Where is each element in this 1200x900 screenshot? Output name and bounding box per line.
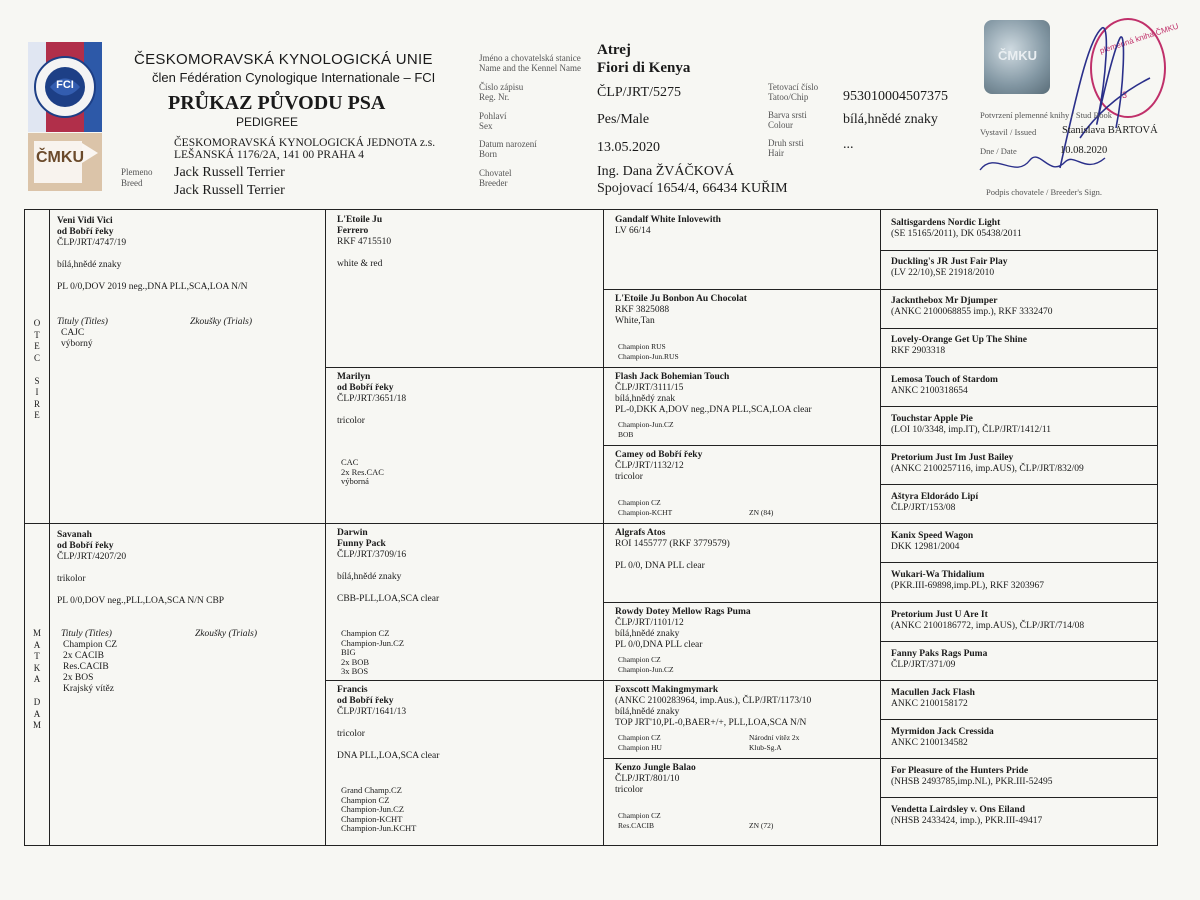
gen3-cell bbox=[615, 528, 730, 572]
sire-health: PL 0/0,DOV 2019 neg.,DNA PLL,SCA,LOA N/N bbox=[57, 282, 248, 292]
tattoo-value: 953010004507375 bbox=[843, 89, 948, 104]
gen3-line: (ANKC 2100283964, imp.Aus.), ČLP/JRT/1173/10 bbox=[615, 696, 812, 706]
dam-side-letter: T bbox=[34, 651, 40, 661]
club-address: LEŠANSKÁ 1176/2A, 141 00 PRAHA 4 bbox=[174, 149, 364, 161]
born-value: 13.05.2020 bbox=[597, 140, 660, 155]
dog-kennel: Fiori di Kenya bbox=[597, 60, 691, 76]
gen2-cell bbox=[337, 528, 439, 605]
colour-value: bílá,hnědé znaky bbox=[843, 112, 938, 127]
breeder-name: Ing. Dana ŽVÁČKOVÁ bbox=[597, 164, 735, 179]
tattoo-label-cz: Tetovací číslo bbox=[768, 82, 819, 92]
dam-title: Res.CACIB bbox=[63, 662, 109, 672]
gen3-line: LV 66/14 bbox=[615, 226, 651, 236]
gen4-name: For Pleasure of the Hunters Pride bbox=[891, 766, 1029, 777]
gen4-cell bbox=[891, 257, 1007, 279]
gen3-title: Champion CZ bbox=[618, 811, 661, 820]
dam-side-letter: K bbox=[33, 662, 41, 673]
gen4-reg: DKK 12981/2004 bbox=[891, 542, 960, 553]
gen4-name: Macullen Jack Flash bbox=[891, 687, 975, 698]
gen3-line: PL 0/0,DNA PLL clear bbox=[615, 640, 703, 650]
sire-side-letter: S bbox=[34, 375, 40, 386]
sire-trials-label: Zkoušky (Trials) bbox=[190, 317, 253, 327]
sire-titles bbox=[61, 328, 93, 350]
name-label-en: Name and the Kennel Name bbox=[479, 63, 581, 73]
gen2-title: CAC bbox=[341, 457, 359, 467]
breed-label-en: Breed bbox=[121, 178, 143, 188]
gen2-line: tricolor bbox=[337, 729, 365, 739]
gen4-reg: (NHSB 2433424, imp.), PKR.III-49417 bbox=[891, 816, 1043, 827]
gen3-cell bbox=[615, 215, 721, 237]
gen3-cell bbox=[615, 763, 696, 796]
gen4-reg: ANKC 2100158172 bbox=[891, 698, 968, 709]
reg-label-cz: Číslo zápisu bbox=[479, 82, 524, 92]
hair-label-cz: Druh srsti bbox=[768, 138, 804, 148]
doc-title: PRŮKAZ PŮVODU PSA bbox=[168, 92, 386, 114]
gen4-name: Pretorium Just U Are It bbox=[891, 609, 988, 620]
gen4-cell bbox=[891, 805, 1042, 827]
gen3-title: Champion CZ bbox=[618, 733, 661, 742]
issued-value: Stanislava BÁRTOVÁ bbox=[1062, 125, 1158, 136]
gen3-line: RKF 3825088 bbox=[615, 305, 670, 315]
sex-label-cz: Pohlaví bbox=[479, 111, 507, 121]
gen4-reg: RKF 2903318 bbox=[891, 346, 946, 357]
sire-side-letter: T bbox=[34, 329, 40, 340]
gen2-line: ČLP/JRT/3651/18 bbox=[337, 394, 407, 404]
gen4-cell bbox=[891, 649, 987, 671]
gen2-line: DNA PLL,LOA,SCA clear bbox=[337, 751, 440, 761]
dam-side-label bbox=[30, 628, 44, 732]
gen4-cell bbox=[891, 610, 1084, 632]
born-label-en: Born bbox=[479, 149, 497, 159]
gen4-reg: (PKR.III-69898,imp.PL), RKF 3203967 bbox=[891, 581, 1045, 592]
sire-name: Veni Vidi Vici bbox=[57, 216, 113, 226]
gen2-line: Darwin bbox=[337, 528, 368, 538]
dam-trials-label: Zkoušky (Trials) bbox=[195, 629, 258, 639]
gen3-cell bbox=[615, 450, 702, 483]
gen3-line: Camey od Bobří řeky bbox=[615, 450, 703, 460]
hologram-text: ČMKU bbox=[998, 48, 1037, 63]
gen2-line: ČLP/JRT/3709/16 bbox=[337, 550, 407, 560]
pedigree-table bbox=[24, 209, 1158, 846]
sire-side-letter: O bbox=[33, 318, 41, 328]
gen3-title: Res.CACIB bbox=[618, 820, 655, 830]
gen4-reg: (ANKC 2100068855 imp.), RKF 3332470 bbox=[891, 307, 1053, 318]
cmku-logo bbox=[28, 133, 102, 191]
studbook-label: Potvrzení plemenné knihy / Stud Book bbox=[980, 110, 1112, 120]
gen4-cell bbox=[891, 453, 1084, 475]
sire-titles-label: Tituly (Titles) bbox=[57, 317, 108, 327]
gen3-extra bbox=[749, 508, 773, 518]
gen3-line bbox=[615, 550, 730, 561]
sire-side-label bbox=[30, 318, 44, 422]
sire-side-letter: E bbox=[34, 341, 40, 351]
gen2-title: Champion-Jun.KCHT bbox=[341, 823, 417, 833]
gen3-line: Algrafs Atos bbox=[615, 528, 666, 538]
gen2-title: Champion-Jun.CZ bbox=[341, 804, 405, 814]
gen4-cell bbox=[891, 218, 1022, 240]
gen4-name: Kanix Speed Wagon bbox=[891, 531, 974, 542]
dam-title: 2x BOS bbox=[63, 673, 94, 683]
gen2-line: L'Etoile Ju bbox=[337, 215, 383, 225]
gen3-title: Champion CZ bbox=[618, 498, 661, 507]
gen2-line: Marilyn bbox=[337, 372, 371, 382]
breeder-address: Spojovací 1654/4, 66434 KUŘIM bbox=[597, 181, 788, 196]
gen4-reg: (LV 22/10),SE 21918/2010 bbox=[891, 268, 995, 279]
gen2-line: CBB-PLL,LOA,SCA clear bbox=[337, 594, 440, 604]
gen3-line: ČLP/JRT/801/10 bbox=[615, 774, 680, 784]
tattoo-label-en: Tatoo/Chip bbox=[768, 92, 809, 102]
gen2-titles bbox=[341, 786, 416, 834]
gen3-line: White,Tan bbox=[615, 316, 655, 326]
gen3-extra-line: ZN (72) bbox=[749, 820, 774, 830]
gen2-line bbox=[337, 718, 439, 729]
dam-side-letter: M bbox=[32, 628, 41, 638]
breed-label-cz: Plemeno bbox=[121, 167, 153, 177]
gen3-titles bbox=[618, 342, 679, 361]
gen3-titles bbox=[618, 498, 672, 517]
dam-side-letter: A bbox=[33, 708, 41, 719]
sex-value: Pes/Male bbox=[597, 112, 650, 127]
colour-label-cz: Barva srsti bbox=[768, 110, 807, 120]
gen3-line: tricolor bbox=[615, 785, 643, 795]
gen2-title: 2x Res.CAC bbox=[341, 466, 384, 477]
gen2-title: Champion CZ bbox=[341, 628, 390, 638]
gen4-name: Pretorium Just Im Just Bailey bbox=[891, 452, 1014, 463]
gen3-line: ROI 1455777 (RKF 3779579) bbox=[615, 539, 730, 549]
gen3-extra-line: ZN (84) bbox=[749, 507, 774, 517]
sire-side-letter: I bbox=[35, 387, 39, 397]
gen2-line: Funny Pack bbox=[337, 539, 386, 549]
sire-side-letter: R bbox=[33, 398, 40, 409]
gen3-cell bbox=[615, 685, 811, 729]
sire-title: CAJC bbox=[61, 328, 85, 338]
gen4-name: Duckling's JR Just Fair Play bbox=[891, 257, 1008, 268]
gen2-title: Grand Champ.CZ bbox=[341, 785, 402, 795]
gen3-line: PL 0/0, DNA PLL clear bbox=[615, 561, 705, 571]
gen3-title: Champion-KCHT bbox=[618, 507, 673, 517]
gen4-reg: (ANKC 2100186772, imp.AUS), ČLP/JRT/714/08 bbox=[891, 620, 1085, 631]
gen3-line: PL-0,DKK A,DOV neg.,DNA PLL,SCA,LOA clear bbox=[615, 405, 812, 415]
gen4-name: Lovely-Orange Get Up The Shine bbox=[891, 335, 1027, 346]
gen2-title: Champion-KCHT bbox=[341, 813, 403, 824]
doc-subtitle: PEDIGREE bbox=[236, 115, 299, 129]
dam-titles bbox=[63, 640, 117, 695]
breeder-label-cz: Chovatel bbox=[479, 168, 512, 178]
gen3-line: bílá,hnědý znak bbox=[615, 394, 676, 404]
gen2-cell bbox=[337, 685, 439, 762]
gen3-title: Champion HU bbox=[618, 742, 662, 752]
dam-side-letter: D bbox=[33, 697, 41, 707]
dam-cell bbox=[57, 530, 224, 607]
gen3-line: Flash Jack Bohemian Touch bbox=[615, 372, 730, 382]
gen4-cell bbox=[891, 688, 975, 710]
sire-side-letter: C bbox=[33, 352, 40, 363]
gen3-cell bbox=[615, 607, 751, 651]
gen2-title: Champion-Jun.CZ bbox=[341, 637, 405, 648]
sire-kennel: od Bobří řeky bbox=[57, 227, 114, 237]
gen3-line: Gandalf White Inlovewith bbox=[615, 215, 721, 225]
gen4-cell bbox=[891, 296, 1053, 318]
gen4-name: Vendetta Lairdsley v. Ons Eiland bbox=[891, 805, 1025, 816]
gen4-reg: (ANKC 2100257116, imp.AUS), ČLP/JRT/832/09 bbox=[891, 463, 1084, 474]
gen2-title: Champion CZ bbox=[341, 794, 390, 805]
gen4-name: Saltisgardens Nordic Light bbox=[891, 218, 1001, 228]
gen3-title: Champion-Jun.CZ bbox=[618, 664, 674, 674]
sire-side-letter: E bbox=[34, 410, 40, 420]
gen3-line: ČLP/JRT/1132/12 bbox=[615, 461, 684, 471]
gen4-reg: (LOI 10/3348, imp.IT), ČLP/JRT/1412/11 bbox=[891, 424, 1052, 435]
dam-kennel: od Bobří řeky bbox=[57, 541, 114, 551]
gen3-title: Champion RUS bbox=[618, 342, 666, 351]
gen2-line: white & red bbox=[337, 259, 383, 269]
breeder-label-en: Breeder bbox=[479, 178, 508, 188]
dog-name: Atrej bbox=[597, 42, 631, 58]
gen3-cell bbox=[615, 372, 812, 416]
gen2-line: ČLP/JRT/1641/13 bbox=[337, 707, 407, 717]
gen3-title: BOB bbox=[618, 429, 634, 439]
sign-label: Podpis chovatele / Breeder's Sign. bbox=[986, 187, 1103, 197]
gen3-line: Kenzo Jungle Balao bbox=[615, 763, 696, 773]
gen3-line: Foxscott Makingmymark bbox=[615, 685, 719, 695]
gen4-name: Myrmidon Jack Cressida bbox=[891, 726, 994, 737]
colour-label-en: Colour bbox=[768, 120, 794, 130]
gen3-extra bbox=[749, 733, 799, 752]
gen3-titles bbox=[618, 655, 674, 674]
breed-value-1: Jack Russell Terrier bbox=[174, 165, 285, 180]
gen3-titles bbox=[618, 733, 662, 752]
sire-cell bbox=[57, 216, 248, 293]
gen3-title: Champion-Jun.CZ bbox=[618, 420, 674, 429]
dam-side-letter: A bbox=[33, 674, 41, 684]
gen4-reg: ČLP/JRT/371/09 bbox=[891, 659, 956, 670]
sire-reg: ČLP/JRT/4747/19 bbox=[57, 238, 127, 248]
gen3-title: Champion-Jun.RUS bbox=[618, 351, 679, 361]
gen4-cell bbox=[891, 531, 973, 553]
gen2-line: Ferrero bbox=[337, 226, 369, 236]
gen4-name: Wukari-Wa Thidalium bbox=[891, 570, 985, 581]
sex-label-en: Sex bbox=[479, 121, 493, 131]
gen3-title: Champion CZ bbox=[618, 655, 661, 664]
name-label-cz: Jméno a chovatelská stanice bbox=[479, 53, 581, 63]
gen4-name: Touchstar Apple Pie bbox=[891, 413, 973, 424]
gen4-cell bbox=[891, 375, 998, 397]
gen4-cell bbox=[891, 766, 1053, 788]
gen2-line: tricolor bbox=[337, 416, 365, 426]
dam-name: Savanah bbox=[57, 530, 92, 540]
gen2-line: od Bobří řeky bbox=[337, 383, 394, 393]
cmku-logo-text: ČMKU bbox=[36, 149, 84, 166]
gen4-name: Lemosa Touch of Stardom bbox=[891, 374, 998, 385]
gen4-cell bbox=[891, 570, 1044, 592]
gen3-line: TOP JRT'10,PL-0,BAER+/+, PLL,LOA,SCA N/N bbox=[615, 718, 807, 728]
sire-title: výborný bbox=[61, 339, 93, 349]
reg-label-en: Reg. Nr. bbox=[479, 92, 510, 102]
gen2-line bbox=[337, 561, 439, 572]
gen4-reg: ČLP/JRT/153/08 bbox=[891, 503, 956, 514]
dam-title: Champion CZ bbox=[63, 640, 118, 650]
gen4-cell bbox=[891, 414, 1051, 436]
dam-side-letter bbox=[30, 686, 44, 698]
org-member: člen Fédération Cynologique Internationale – FCI bbox=[152, 70, 436, 85]
gen2-line: Francis bbox=[337, 685, 368, 695]
issued-label: Vystavil / Issued bbox=[980, 127, 1037, 137]
gen3-extra bbox=[749, 821, 773, 831]
gen4-name: Aštyra Eldorádo Lipí bbox=[891, 492, 979, 503]
dam-titles-label: Tituly (Titles) bbox=[61, 629, 112, 639]
hair-value: ... bbox=[843, 137, 854, 152]
gen2-title: 2x BOB bbox=[341, 656, 370, 667]
gen2-cell bbox=[337, 215, 391, 270]
gen2-line bbox=[337, 405, 406, 416]
gen3-extra-line: Klub-Sg.A bbox=[749, 742, 782, 752]
gen4-cell bbox=[891, 492, 978, 514]
sire-side-letter bbox=[30, 364, 44, 376]
gen3-line: ČLP/JRT/1101/12 bbox=[615, 618, 684, 628]
fci-logo-text: FCI bbox=[56, 79, 74, 91]
hair-label-en: Hair bbox=[768, 148, 784, 158]
date-value: 10.08.2020 bbox=[1060, 145, 1108, 156]
gen3-cell bbox=[615, 294, 747, 327]
gen2-titles bbox=[341, 458, 384, 487]
gen2-line bbox=[337, 740, 439, 751]
gen3-line: bílá,hnědé znaky bbox=[615, 629, 680, 639]
dam-side-letter: M bbox=[32, 720, 41, 730]
gen4-name: Jacknthebox Mr Djumper bbox=[891, 296, 998, 307]
gen2-line: bílá,hnědé znaky bbox=[337, 572, 402, 582]
gen2-cell bbox=[337, 372, 406, 427]
sire-colour: bílá,hnědé znaky bbox=[57, 260, 122, 270]
gen2-title: BIG bbox=[341, 647, 356, 657]
gen3-titles bbox=[618, 811, 661, 830]
dam-reg: ČLP/JRT/4207/20 bbox=[57, 552, 127, 562]
signature-breeder bbox=[975, 140, 1125, 185]
org-name: ČESKOMORAVSKÁ KYNOLOGICKÁ UNIE bbox=[134, 51, 433, 68]
gen4-cell bbox=[891, 727, 994, 749]
gen3-line: bílá,hnědé znaky bbox=[615, 707, 680, 717]
gen4-reg: (SE 15165/2011), DK 05438/2011 bbox=[891, 229, 1022, 239]
gen4-reg: ANKC 2100134582 bbox=[891, 737, 968, 748]
gen2-line: RKF 4715510 bbox=[337, 237, 392, 247]
gen3-line: Rowdy Dotey Mellow Rags Puma bbox=[615, 607, 751, 617]
stamp-number: 3 bbox=[1122, 90, 1128, 100]
dam-side-letter: A bbox=[33, 639, 41, 650]
gen4-name: Fanny Paks Rags Puma bbox=[891, 648, 988, 659]
dam-title: Krajský vítěz bbox=[63, 684, 114, 694]
stamp-text: plemenná kniha ČMKU bbox=[1098, 21, 1180, 56]
gen3-line: L'Etoile Ju Bonbon Au Chocolat bbox=[615, 294, 747, 304]
date-label: Dne / Date bbox=[980, 146, 1017, 156]
gen4-reg: ANKC 2100318654 bbox=[891, 385, 968, 396]
gen3-extra-line: Národní vítěz 2x bbox=[749, 733, 800, 742]
dam-health: PL 0/0,DOV neg.,PLL,LOA,SCA N/N CBP bbox=[57, 596, 225, 606]
breed-value-2: Jack Russell Terrier bbox=[174, 183, 285, 198]
born-label-cz: Datum narození bbox=[479, 139, 537, 149]
dam-title: 2x CACIB bbox=[63, 651, 104, 661]
gen2-title: výborná bbox=[341, 476, 369, 486]
gen2-line: od Bobří řeky bbox=[337, 696, 394, 706]
gen3-line: tricolor bbox=[615, 472, 643, 482]
gen4-cell bbox=[891, 335, 1027, 357]
club-name: ČESKOMORAVSKÁ KYNOLOGICKÁ JEDNOTA z.s. bbox=[174, 137, 436, 149]
gen2-titles bbox=[341, 629, 404, 677]
gen2-title: 3x BOS bbox=[341, 666, 369, 676]
reg-value: ČLP/JRT/5275 bbox=[597, 85, 681, 100]
gen4-reg: (NHSB 2493785,imp.NL), PKR.III-52495 bbox=[891, 777, 1053, 788]
gen3-line: ČLP/JRT/3111/15 bbox=[615, 383, 684, 393]
gen2-line bbox=[337, 583, 439, 594]
gen2-line bbox=[337, 248, 391, 259]
fci-logo bbox=[28, 42, 102, 132]
dam-colour: trikolor bbox=[57, 574, 86, 584]
gen3-titles bbox=[618, 420, 674, 439]
